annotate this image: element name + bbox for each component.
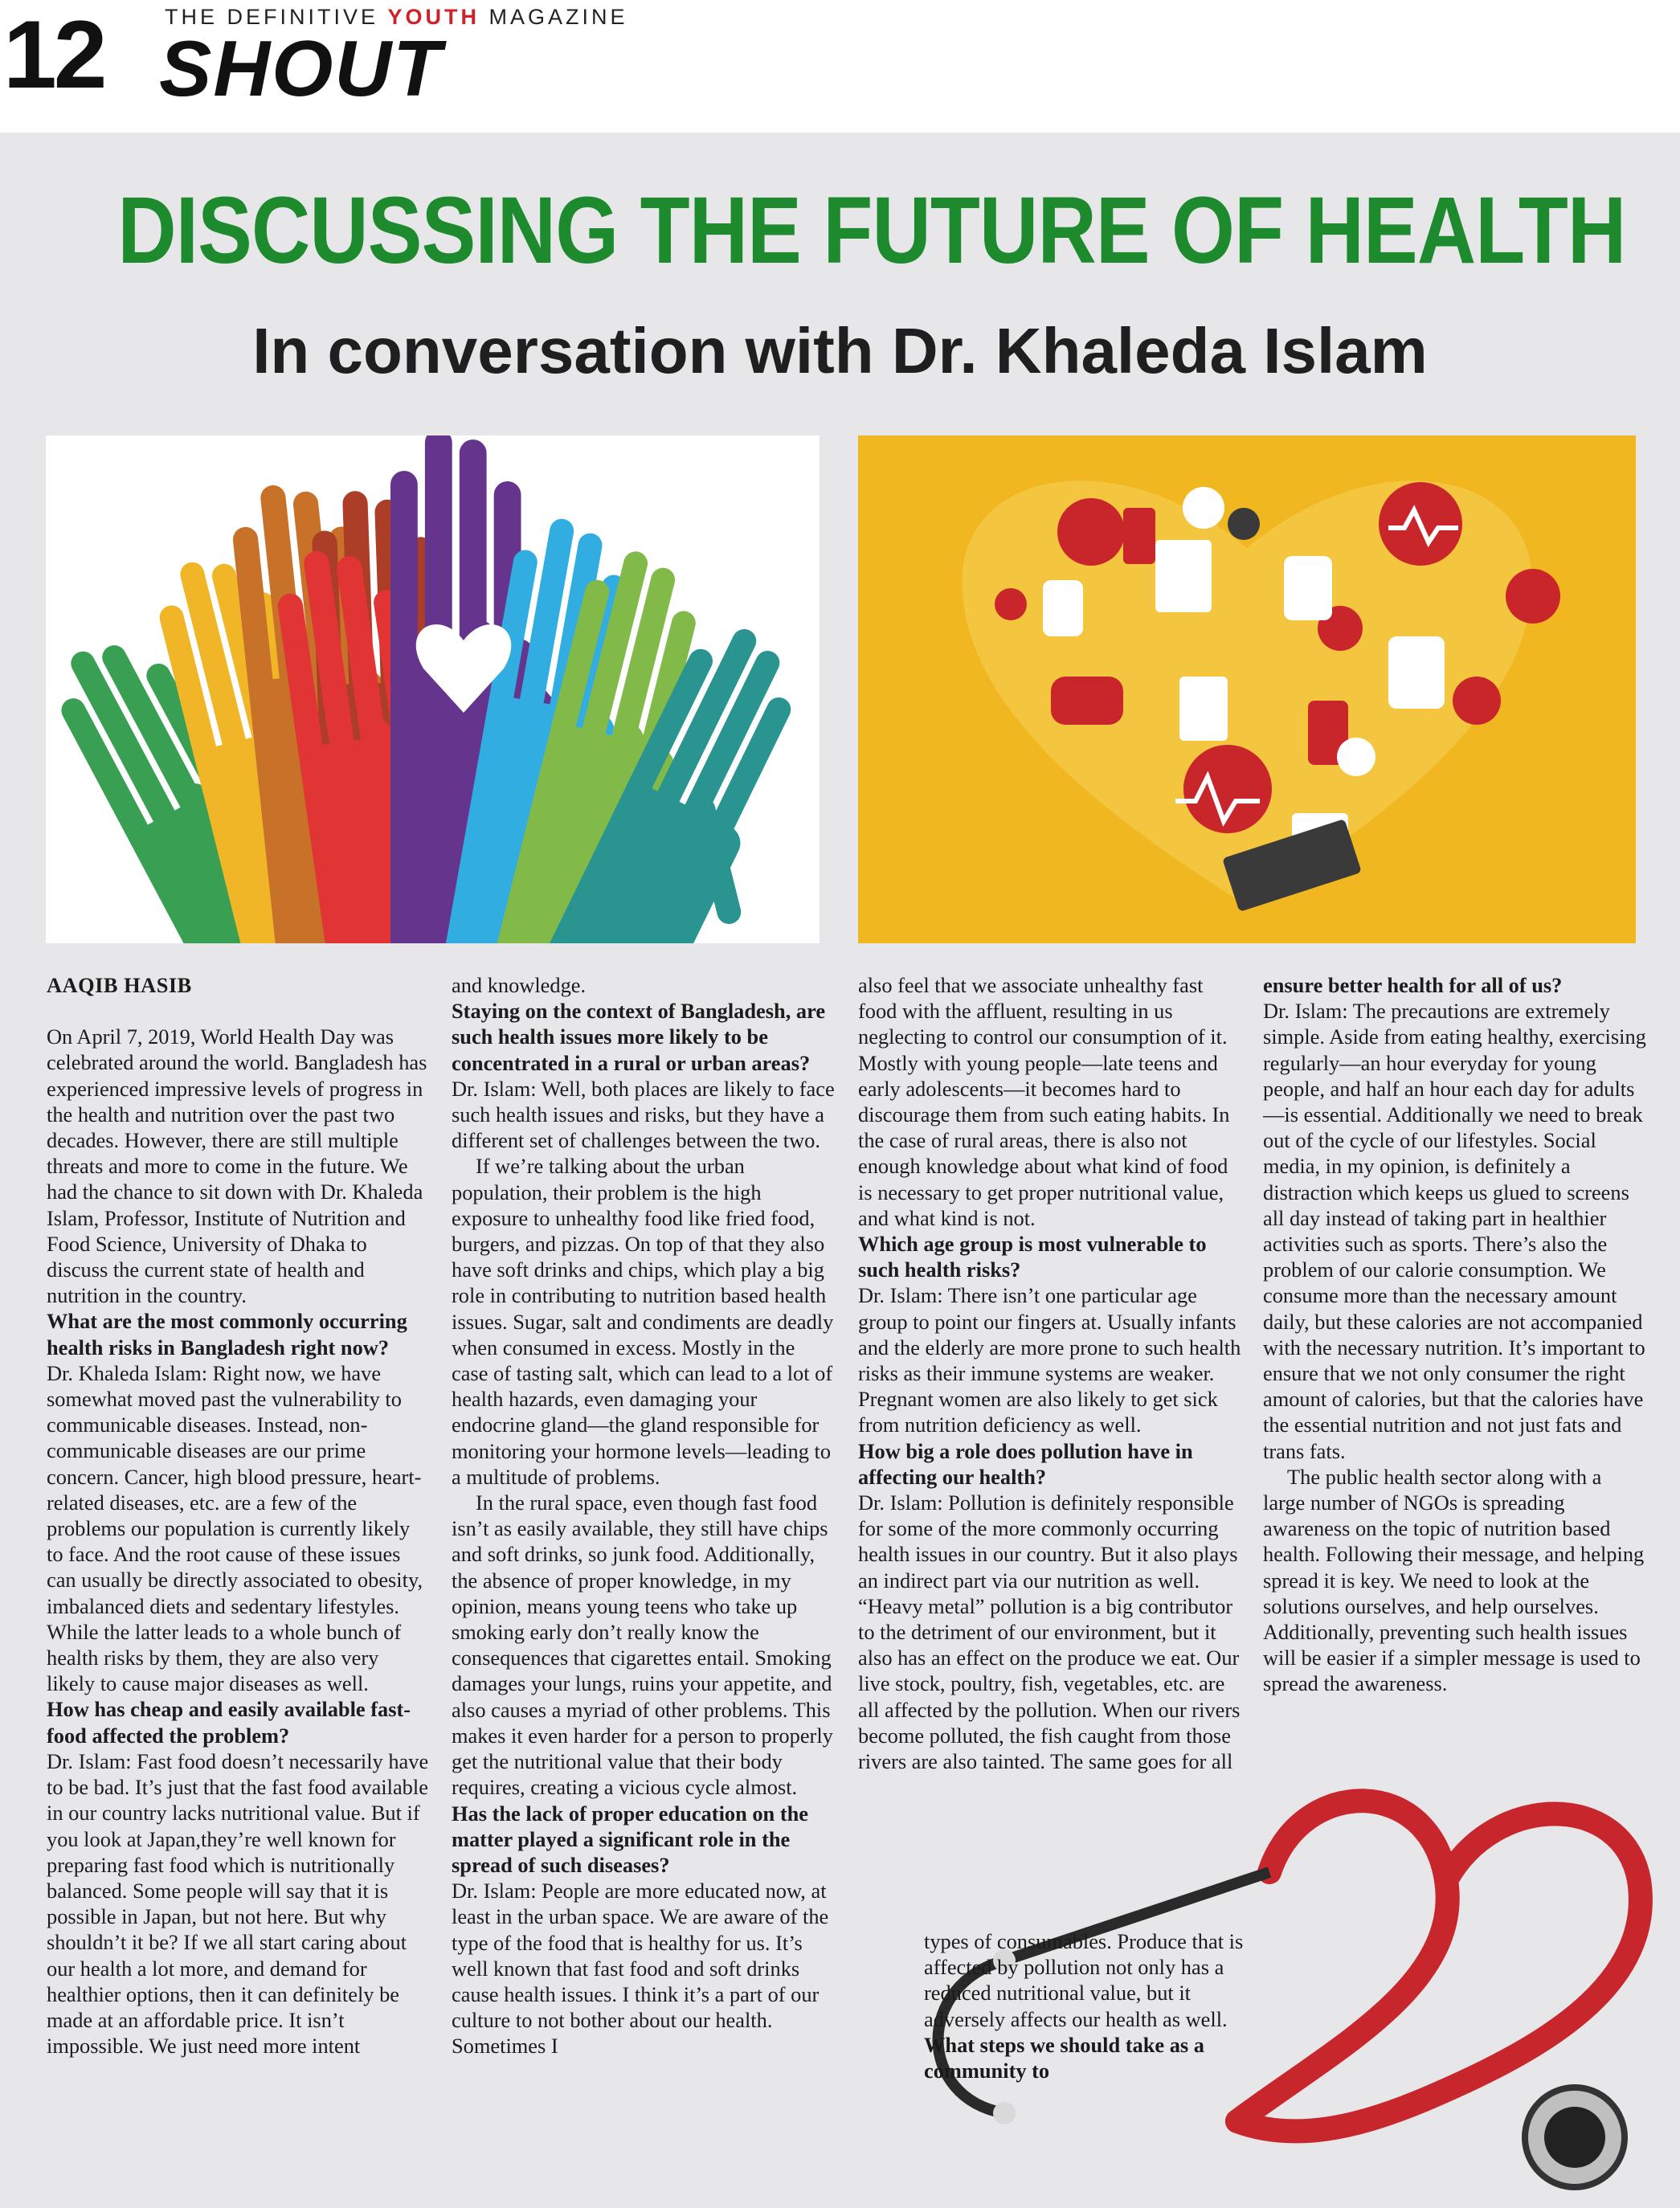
paragraph: also feel that we associate unhealthy fast food with the affluent, resulting in us neglecting to control our consumption of it. Mostly with young people—late teens and early adolescents—it becomes hard to discourage them from such eating habits. In the case of rural areas, there is also not enough knowledge about what kind of food is necessary to get proper nutritional value, and what kind is not. — [858, 973, 1230, 1230]
paragraph: types of consumables. Produce that is affected by pollution not only has a reduced nutritional value, but it adversely affects our health as well. — [924, 1929, 1244, 2031]
page-number: 12 — [3, 1, 104, 108]
paragraph: Dr. Islam: Pollution is definitely responsible for some of the more commonly occurring health issues in our country. But it also plays an indirect part via our nutrition as well. “Heavy metal” pollution is a big contributor to the detriment of our environment, but it also has an effect on the produce we eat. Our live stock, poultry, fish, vegetables, etc. are all affected by the pollution. When our rivers become polluted, the fish caught from those rivers are also tainted. The same goes for all — [858, 1490, 1241, 1774]
magazine-logo: SHOUT — [159, 24, 443, 112]
tagline-suffix: MAGAZINE — [480, 5, 628, 29]
article-column-1 — [47, 972, 431, 2059]
paragraph: Dr. Islam: There isn’t one particular age group to point our fingers at. Usually infants and the elderly are more prone to such health risks as their immune systems are weaker. Pregnant women are also likely to get sick from nutrition deficiency as well. — [858, 1283, 1241, 1437]
paragraph: In the rural space, even though fast food isn’t as easily available, they still have chips and soft drinks, so junk food. Additionally, the absence of proper knowledge, in my opinion, means young teens who take up smoking early don’t really know the consequences that cigarettes entail. Smoking damages your lungs, ruins your appetite, and also causes a myriad of other problems. This makes it even harder for a person to properly get the nutritional value that their body requires, creating a vicious cycle almost. — [452, 1490, 833, 1800]
article-headline: DISCUSSING THE FUTURE OF HEALTH — [117, 178, 1626, 284]
paragraph: and knowledge. — [452, 973, 587, 997]
tagline-highlight: YOUTH — [387, 5, 480, 29]
paragraph: Dr. Islam: People are more educated now, at least in the urban space. We are aware of the type of the food that is healthy for us. It’s well known that fast food and soft drinks cause health issues. I think it’s a part of our culture to not bother about our health. Sometimes I — [452, 1879, 829, 2059]
stethoscope-wrapped-text — [924, 1928, 1245, 2083]
paragraph: Dr. Islam: Fast food doesn’t necessarily have to be bad. It’s just that the fast food available in our country lacks nutritional value. But if you look at Japan,they’re well known for preparing fast food which is nutritionally balanced. Some people will say that it is possible in Japan, but not here. But why shouldn’t it be? If we all start caring about our health a lot more, and demand for healthier options, then it can definitely be made at an affordable price. It isn’t impossible. We just need more intent — [47, 1748, 429, 2059]
interview-question: Which age group is most vulnerable to such health risks? — [858, 1232, 1207, 1282]
paragraph: On April 7, 2019, World Health Day was celebrated around the world. Bangladesh has experienced impressive levels of progress in the health and nutrition over the past two decades. However, there are still multiple threats and more to come in the future. We had the chance to sit down with Dr. Khaleda Islam, Professor, Institute of Nutrition and Food Science, University of Dhaka to discuss the current state of health and nutrition in the country. — [47, 1024, 427, 1308]
byline: AAQIB HASIB — [47, 973, 192, 997]
hands-heart-illustration — [46, 435, 820, 943]
interview-question: Has the lack of proper education on the matter played a significant role in the spread of such diseases? — [452, 1801, 809, 1877]
paragraph: Dr. Islam: The precautions are extremely simple. Aside from eating healthy, exercising regularly—an hour everyday for young people, and half an hour each day for adults—is essential. Additionally we need to break out of the cycle of our lifestyles. Social media, in my opinion, is definitely a distraction which keeps us glued to screens all day instead of taking part in healthier activities such as sports. There’s also the problem of our calorie consumption. We consume more than the necessary amount daily, but these calories are not accompanied with the necessary nutrition. It’s important to ensure that we not only consumer the right amount of calories, but that the calories have the essential nutrition and not just fats and trans fats. — [1263, 999, 1646, 1463]
paragraph: The public health sector along with a large number of NGOs is spreading awareness on the topic of nutrition based health. Following their message, and helping spread it is key. We need to look at the solutions ourselves, and help ourselves. Additionally, preventing such health issues will be easier if a simpler message is used to spread the awareness. — [1263, 1464, 1645, 1696]
interview-question: What are the most commonly occurring health risks in Bangladesh right now? — [47, 1309, 407, 1360]
tagline-prefix: THE DEFINITIVE — [165, 5, 388, 29]
interview-question: What steps we should take as a community to — [924, 2032, 1204, 2083]
interview-question: Staying on the context of Bangladesh, are such health issues more likely to be concentrated in a rural or urban areas? — [452, 999, 826, 1075]
interview-question: How big a role does pollution have in affecting our health? — [858, 1438, 1193, 1489]
article-column-2 — [452, 972, 836, 2059]
page-header — [0, 0, 1680, 133]
paragraph: Dr. Islam: Well, both places are likely to face such health issues and risks, but they have a different set of challenges between the two. — [452, 1076, 835, 1153]
paragraph: Dr. Khaleda Islam: Right now, we have somewhat moved past the vulnerability to communicable diseases. Instead, non-communicable diseases are our prime concern. Cancer, high blood pressure, heart-related diseases, etc. are a few of the problems our population is currently likely to face. And the root cause of these issues can usually be directly associated to obesity, imbalanced diets and sedentary lifestyles. While the latter leads to a whole bunch of health risks by them, they are also very likely to cause major diseases as well. — [47, 1360, 423, 1696]
article-subheadline: In conversation with Dr. Khaleda Islam — [252, 315, 1428, 386]
medical-icons-illustration — [858, 435, 1636, 943]
article-column-4 — [1263, 972, 1647, 1697]
interview-question: ensure better health for all of us? — [1263, 973, 1563, 997]
interview-question: How has cheap and easily available fast-food affected the problem? — [47, 1697, 411, 1748]
paragraph: If we’re talking about the urban population, their problem is the high exposure to unhealthy food like fried food, burgers, and pizzas. On top of that they also have soft drinks and chips, which play a big role in contributing to nutrition based health issues. Sugar, salt and condiments are deadly when consumed in excess. Mostly in the case of tasting salt, which can lead to a lot of health hazards, even damaging your endocrine gland—the gland responsible for monitoring your hormone levels—leading to a multitude of problems. — [452, 1154, 834, 1489]
article-column-3 — [858, 972, 1242, 1774]
